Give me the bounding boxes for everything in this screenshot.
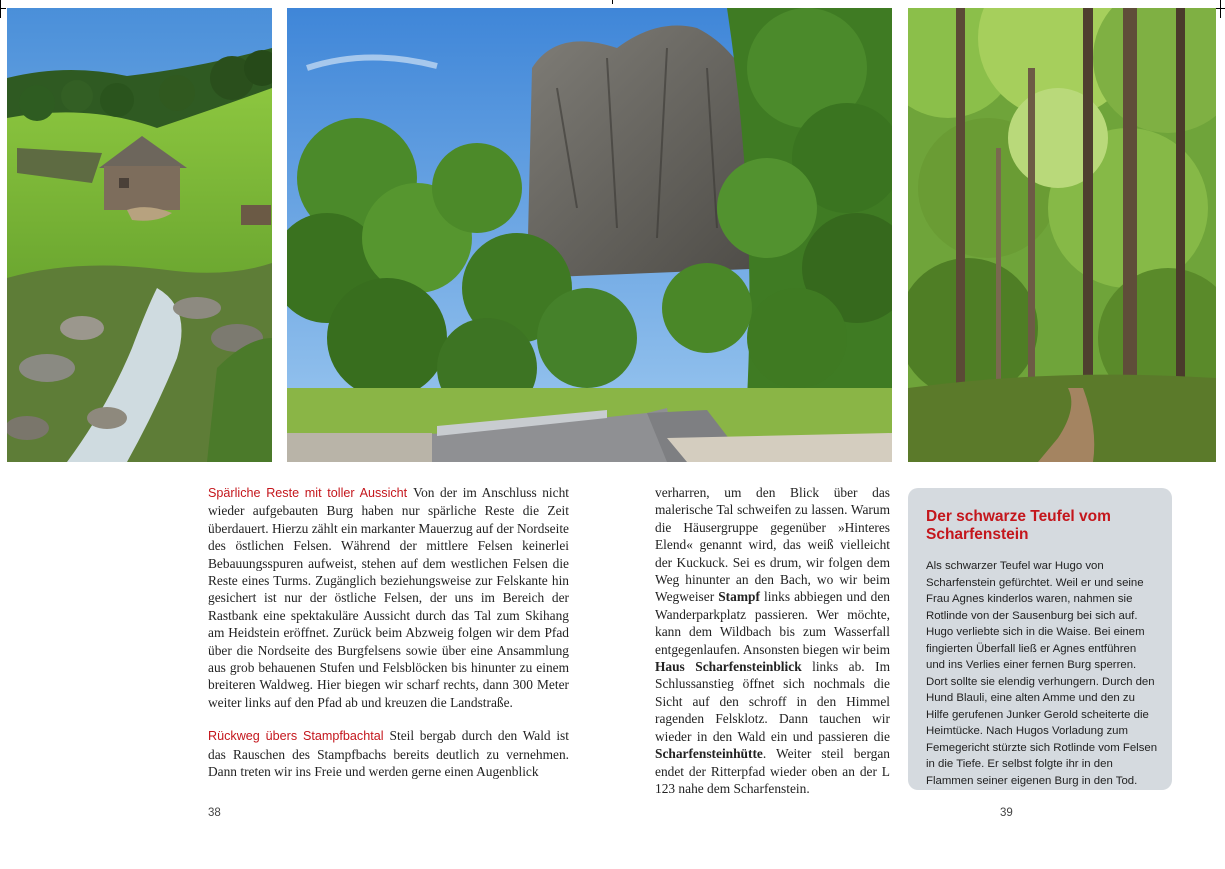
meadow-hut-stream-photo — [7, 8, 272, 462]
waypoint-name: Stampf — [718, 589, 760, 605]
waypoint-name: Haus Scharfensteinblick — [655, 659, 802, 675]
forest-path-photo — [908, 8, 1216, 462]
paragraph-text: . Weiter steil bergan endet der Ritterpfad wieder oben an der L 123 nahe dem Scharfenstein. — [655, 746, 890, 796]
box-text: Als schwarzer Teufel war Hugo von Scharfenstein gefürchtet. Weil er und seine Frau Agnes kinderlos waren, nahmen sie Rotlinde von der Sausenburg bei sich auf. Hugo verliebte sich in die Waise. Bei einem fingierten Überfall ließ er Agnes entführen und ins Verlies einer fernen Burg sperren. Dort sollte sie elendig verhungern. Durch den Hund Blauli, eine alten Amme und den zu Hilfe gerufenen Junker Gerold scheiterte die Heimtücke. Nach Hugos Vorladung zum Femegericht stürzte sich Rotlinde vom Felsen in die Tiefe. Er selbst folgte ihr in den Flammen seiner eigenen Burg in den Tod. — [926, 560, 1158, 787]
right-text-column — [655, 484, 890, 813]
left-text-column — [208, 484, 569, 797]
waypoint-name: Scharfensteinhütte — [655, 746, 763, 762]
crop-mark — [1220, 0, 1221, 18]
paragraph — [655, 484, 890, 797]
scharfenstein-rock-road-photo — [287, 8, 892, 462]
crop-mark — [1215, 8, 1225, 9]
legend-info-box — [908, 488, 1172, 790]
paragraph-text: verharren, um den Blick über das malerische Tal schweifen zu lassen. Warum die Häusergruppe gegenüber »Hinteres Elend« genannt wird, das weiß vielleicht der Kuckuck. Sei es drum, wir folgen dem Weg hinunter an den Bach, wo wir beim Wegweiser — [655, 485, 890, 605]
crop-mark — [0, 0, 1, 18]
subheading: Rückweg übers Stampfbachtal — [208, 729, 384, 744]
paragraph-text: Von der im Anschluss nicht wieder aufgebauten Burg haben nur spärliche Reste die Zeit überdauert. Hierzu zählt ein markanter Mauerzug auf der Nordseite des östlichen Felsen. Während der mittlere Felsen keinerlei Bebauungsspuren aufweist, stehen auf dem westlichen Felsen die Reste eines Turms. Zugänglich beziehungsweise zur Felskante hin gesichert ist nur der östliche Felsen, der uns im Bereich der Rastbank eine spektakuläre Aussicht durch das Tal zum Skihang am Heidstein eröffnet. Zurück beim Abzweig folgen wir dem Pfad über die Nordseite des Burgfelsens sowie über eine Ansammlung aus grob behauenen Stufen und Felsblöcken bis hinunter zu einem breiteren Waldweg. Hier biegen wir scharf rechts, dann 300 Meter weiter links auf den Pfad ab und kreuzen die Landstraße. — [208, 485, 570, 710]
box-title: Der schwarze Teufel vom Scharfenstein — [926, 508, 1111, 543]
page-number-right: 39 — [1000, 807, 1013, 819]
paragraph — [208, 727, 569, 780]
subheading: Spärliche Reste mit toller Aussicht — [208, 486, 408, 500]
crop-mark — [0, 8, 6, 9]
paragraph-text: Steil bergab durch den Wald ist das Rauschen des Stampfbachs bereits deutlich zu vernehmen. Dann treten wir ins Freie und werden gerne einen Augenblick — [208, 728, 569, 780]
page-number-left: 38 — [208, 807, 221, 819]
crop-mark — [612, 0, 613, 4]
paragraph — [208, 484, 569, 711]
paragraph-text: links ab. Im Schlussanstieg öffnet sich nochmals die Sicht auf den schroff in den Himmel ragenden Felsklotz. Dann tauchen wir wieder in den Wald ein und passieren die — [655, 659, 890, 744]
paragraph-text: links abbiegen und den Wanderparkplatz passieren. Wer möchte, kann dem Wildbach bis zum Wasserfall entgegenlaufen. Ansonsten biegen wir beim — [655, 589, 891, 657]
